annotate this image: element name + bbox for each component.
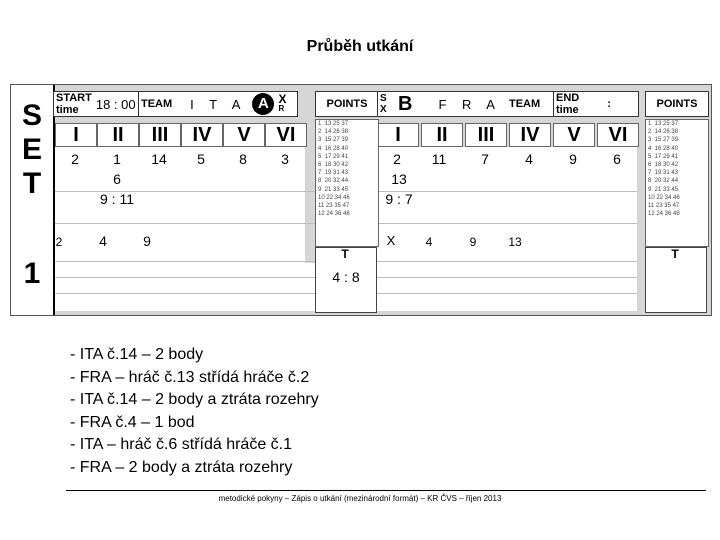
team-b-header — [377, 91, 555, 117]
team-a-position-iii: III — [139, 123, 181, 147]
footer-text: metodické pokyny – Zápis o utkání (mezinárodní formát) – KR ČVS – říjen 2013 — [218, 494, 502, 503]
team-b-lineup-ii: 11 — [431, 151, 447, 167]
set-letter-s: S — [21, 99, 42, 132]
team-a-mark: X — [278, 92, 287, 106]
team-b-position-iv: IV — [509, 123, 551, 147]
note-item: - ITA – hráč č.6 střídá hráče č.1 — [70, 436, 293, 453]
team-b-points-header: POINTS — [645, 91, 709, 117]
team-b-lineup-i: 2 — [393, 151, 401, 167]
team-b-lineup-v: 9 — [569, 151, 577, 167]
team-b-sub-entry: 13 — [391, 171, 407, 187]
team-a-timeout-label: T — [341, 247, 349, 261]
team-a-lineup-i: 2 — [71, 151, 79, 167]
team-b-sx: S X — [380, 93, 387, 115]
end-time-value: : — [607, 98, 611, 110]
start-time-box — [53, 91, 139, 117]
team-a-header — [138, 91, 298, 117]
team-a-sub-entry: 6 — [113, 171, 121, 187]
team-a-points-header: POINTS — [315, 91, 379, 117]
team-b-service-2: 4 — [425, 235, 433, 249]
page-title: Průběh utkání — [306, 38, 414, 55]
team-b-team-label: TEAM — [508, 98, 541, 110]
set-label-column — [11, 85, 55, 315]
start-time-value: 18 : 00 — [95, 96, 136, 112]
end-time-label: time — [556, 104, 579, 116]
team-b-lineup-iv: 4 — [525, 151, 533, 167]
team-b-service-1: X — [386, 233, 396, 248]
team-a-lineup-v: 8 — [239, 151, 247, 167]
team-a-service-2: 4 — [99, 233, 107, 249]
end-time-box — [553, 91, 639, 117]
team-b-lineup-vi: 6 — [613, 151, 621, 167]
team-b-lineup-iii: 7 — [481, 151, 489, 167]
note-item: - ITA č.14 – 2 body — [70, 346, 204, 363]
team-b-timeout-label: T — [671, 247, 679, 261]
team-b-position-i: I — [377, 123, 419, 147]
team-b-position-ii: II — [421, 123, 463, 147]
team-a-lineup-iii: 14 — [151, 151, 167, 167]
note-item: - FRA – 2 body a ztráta rozehry — [70, 458, 293, 476]
team-a-name: I T A — [190, 96, 247, 112]
team-a-team-label: TEAM — [141, 98, 173, 110]
timeout-score: 4 : 8 — [332, 269, 360, 285]
team-a-points-column: 1 13 25 37 2 14 26 38 3 15 27 39 4 16 28 40 5 17 29 41 6 18 30 42 7 19 31 43 8 20 32 44 9 21 33 45 10 22 34 46 11 23 35 47 12 24 36 48 — [315, 119, 379, 247]
team-a-service-3: 9 — [143, 233, 151, 249]
note-item: - ITA č.14 – 2 body a ztráta rozehry — [70, 391, 319, 408]
team-a-position-vi: VI — [265, 123, 307, 147]
team-b-position-vi: VI — [597, 123, 639, 147]
notes-list — [70, 344, 319, 479]
team-b-position-iii: III — [465, 123, 507, 147]
team-a-position-v: V — [223, 123, 265, 147]
start-label: START — [56, 92, 92, 104]
team-a-lineup-ii: 1 — [113, 151, 121, 167]
team-a-service-1: 2 — [55, 235, 63, 249]
note-item: - FRA – hráč č.13 střídá hráče č.2 — [70, 368, 310, 386]
team-b-points-column: 1 13 25 37 2 14 26 38 3 15 27 39 4 16 28 40 5 17 29 41 6 18 30 42 7 19 31 43 8 20 32 44 9 21 33 45 10 22 34 46 11 23 35 47 12 24 36 48 — [645, 119, 709, 247]
scoresheet — [10, 84, 712, 316]
team-a-position-i: I — [55, 123, 97, 147]
team-a-circle: A — [252, 93, 274, 115]
team-a-mark-sub: R — [278, 104, 285, 113]
set-letter-t: T — [22, 167, 42, 200]
team-a-lineup-vi: 3 — [281, 151, 289, 167]
team-b-position-v: V — [553, 123, 595, 147]
team-a-position-ii: II — [97, 123, 139, 147]
footer-divider — [66, 490, 706, 491]
set-letter-e: E — [21, 133, 42, 166]
team-a-sub-score: 9 : 11 — [100, 191, 134, 207]
team-b-letter: B — [398, 92, 413, 115]
team-b-service-3: 9 — [469, 235, 477, 249]
team-b-name: F R A — [438, 96, 501, 112]
start-time-label: time — [56, 104, 79, 116]
team-b-sub-score: 9 : 7 — [385, 191, 413, 207]
team-a-lineup-iv: 5 — [197, 151, 205, 167]
team-a-position-iv: IV — [181, 123, 223, 147]
end-label: END — [556, 92, 580, 104]
note-item: - FRA č.4 – 1 bod — [70, 413, 195, 431]
set-number: 1 — [23, 257, 41, 290]
team-b-service-4: 13 — [508, 235, 522, 249]
